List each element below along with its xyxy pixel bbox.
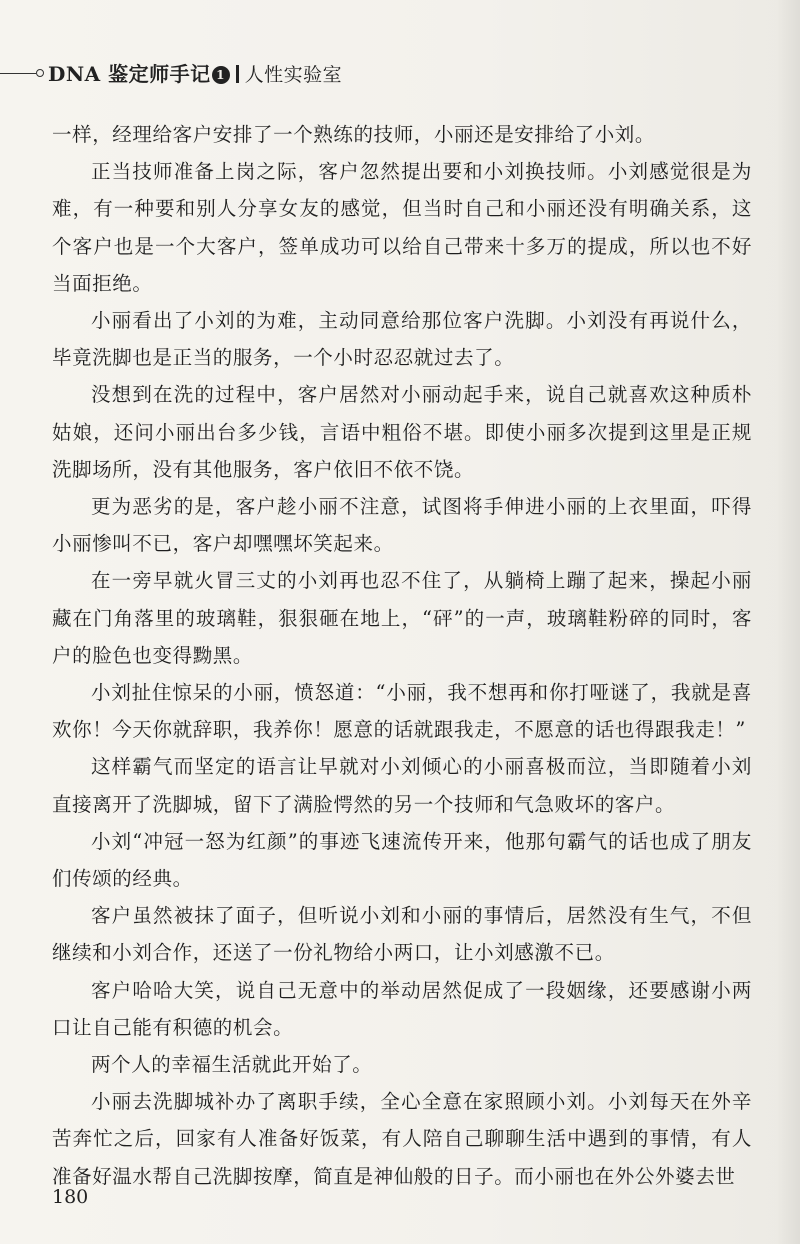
header-circle-ornament: [36, 69, 44, 77]
running-header: [0, 54, 780, 88]
paragraph: 一样，经理给客户安排了一个熟练的技师，小丽还是安排给了小刘。: [52, 123, 656, 146]
paragraph: 在一旁早就火冒三丈的小刘再也忍不住了，从躺椅上蹦了起来，操起小丽藏在门角落里的玻璃鞋，狠狠砸在地上，“砰”的一声，玻璃鞋粉碎的同时，客户的脸色也变得黝黑。: [52, 569, 752, 667]
paragraph: 两个人的幸福生活就此开始了。: [91, 1053, 373, 1077]
paragraph: 没想到在洗的过程中，客户居然对小丽动起手来，说自己就喜欢这种质朴姑娘，还问小丽出台多少钱，言语中粗俗不堪。即使小丽多次提到这里是正规洗脚场所，没有其他服务，客户依旧不依不饶。: [52, 383, 752, 481]
paragraph: 客户哈哈大笑，说自己无意中的举动居然促成了一段姻缘，还要感谢小两口让自己能有积德的机会。: [52, 978, 752, 1039]
paragraph: 小刘扯住惊呆的小丽，愤怒道：“小丽，我不想再和你打哑谜了，我就是喜欢你！今天你就辞职，我养你！愿意的话就跟我走，不愿意的话也得跟我走！”: [52, 681, 752, 742]
paragraph: 小丽看出了小刘的为难，主动同意给那位客户洗脚。小刘没有再说什么，毕竟洗脚也是正当的服务，一个小时忍忍就过去了。: [52, 309, 752, 370]
book-subtitle: 人性实验室: [244, 64, 343, 86]
volume-badge: 1: [212, 66, 230, 84]
header-rule: [0, 73, 36, 74]
header-separator: [236, 65, 239, 83]
spine-shadow: [776, 0, 800, 1244]
paragraph: 更为恶劣的是，客户趁小丽不注意，试图将手伸进小丽的上衣里面，吓得小丽惨叫不已，客户却嘿嘿坏笑起来。: [52, 495, 752, 556]
paragraph: 小刘“冲冠一怒为红颜”的事迹飞速流传开来，他那句霸气的话也成了朋友们传颂的经典。: [52, 829, 752, 891]
book-title: DNA 鉴定师手记: [48, 62, 211, 86]
body-text: [52, 116, 752, 1195]
paragraph: 客户虽然被抹了面子，但听说小刘和小丽的事情后，居然没有生气，不但继续和小刘合作，还送了一份礼物给小两口，让小刘感激不已。: [52, 904, 752, 965]
page-number: 180: [52, 1186, 89, 1208]
header-title: [48, 58, 342, 87]
paragraph: 这样霸气而坚定的语言让早就对小刘倾心的小丽喜极而泣，当即随着小刘直接离开了洗脚城，留下了满脸愕然的另一个技师和气急败坏的客户。: [52, 755, 752, 816]
paragraph: 小丽去洗脚城补办了离职手续，全心全意在家照顾小刘。小刘每天在外辛苦奔忙之后，回家有人准备好饭菜，有人陪自己聊聊生活中遇到的事情，有人准备好温水帮自己洗脚按摩，简直是神仙般的日子。而小丽也在外公外婆去世: [52, 1090, 752, 1188]
paragraph: 正当技师准备上岗之际，客户忽然提出要和小刘换技师。小刘感觉很是为难，有一种要和别人分享女友的感觉，但当时自己和小丽还没有明确关系，这个客户也是一个大客户，签单成功可以给自己带来十多万的提成，所以也不好当面拒绝。: [52, 160, 752, 295]
